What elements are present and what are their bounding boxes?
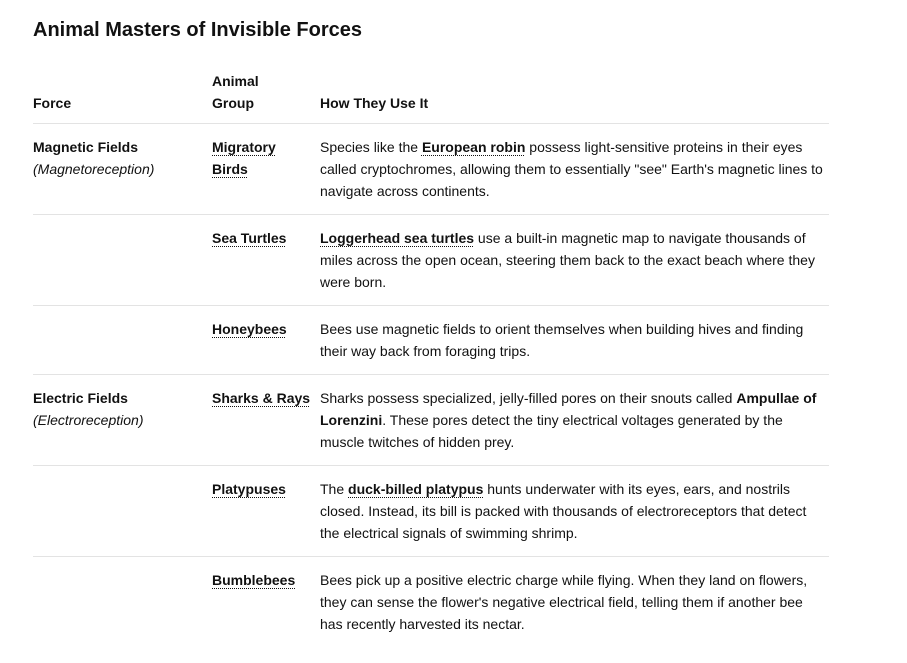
table-row	[33, 124, 829, 215]
force-cell	[33, 215, 212, 306]
animal-cell	[212, 215, 320, 306]
description-text: use a built-in magnetic map to navigate thousands of miles across the open ocean, steering them back to the exact beach where they were born.	[320, 230, 815, 290]
force-name: Magnetic Fields	[33, 139, 139, 155]
description-cell	[320, 124, 829, 215]
animal-link-honeybees[interactable]: Honeybees	[212, 321, 287, 337]
term-link-duck-billed-platypus[interactable]: duck-billed platypus	[348, 481, 484, 497]
animal-cell	[212, 306, 320, 375]
force-cell	[33, 557, 212, 648]
header-animal-line1: Animal	[212, 73, 259, 89]
table-row	[33, 215, 829, 306]
animal-link-migratory-birds[interactable]: Migratory Birds	[212, 139, 276, 177]
animal-cell	[212, 124, 320, 215]
force-subtitle: (Electroreception)	[33, 412, 144, 428]
description-text: Bees pick up a positive electric charge while flying. When they land on flowers, they can sense the flower's negative electrical field, telling them if another bee has recently harvested its nectar.	[320, 572, 808, 632]
table-row	[33, 375, 829, 466]
description-text: Species like the	[320, 139, 422, 155]
description-text: possess light-sensitive proteins in their eyes called cryptochromes, allowing them to essentially "see" Earth's magnetic lines to navigate across continents.	[320, 139, 823, 199]
description-text: . These pores detect the tiny electrical voltages generated by the muscle twitches of hidden prey.	[320, 412, 783, 450]
animal-cell	[212, 375, 320, 466]
animal-link-bumblebees[interactable]: Bumblebees	[212, 572, 296, 588]
description-text: The	[320, 481, 349, 497]
force-name: Electric Fields	[33, 390, 128, 406]
header-force-label: Force	[33, 95, 72, 111]
description-text: Bees use magnetic fields to orient themselves when building hives and finding their way back from foraging trips.	[320, 321, 804, 359]
header-how	[320, 70, 829, 124]
animal-link-sharks-rays[interactable]: Sharks & Rays	[212, 390, 311, 406]
animal-link-sea-turtles[interactable]: Sea Turtles	[212, 230, 287, 246]
force-cell	[33, 124, 212, 215]
description-text: Sharks possess specialized, jelly-filled pores on their snouts called	[320, 390, 737, 406]
force-cell	[33, 375, 212, 466]
animal-cell	[212, 466, 320, 557]
term-ampullae-of-lorenzini: Ampullae of Lorenzini	[320, 390, 817, 428]
animal-link-platypuses[interactable]: Platypuses	[212, 481, 286, 497]
forces-table	[33, 70, 829, 647]
header-animal-line2: Group	[212, 95, 254, 111]
table-header	[33, 70, 829, 124]
description-cell	[320, 306, 829, 375]
description-cell	[320, 215, 829, 306]
header-row	[33, 70, 829, 124]
page-title: Animal Masters of Invisible Forces	[33, 19, 362, 41]
description-cell	[320, 375, 829, 466]
header-how-label: How They Use It	[320, 95, 429, 111]
table-body	[33, 124, 829, 648]
header-force	[33, 70, 212, 124]
description-text: hunts underwater with its eyes, ears, and nostrils closed. Instead, its bill is packed with thousands of electroreceptors that detect the electrical signals of swimming shrimp.	[320, 481, 807, 541]
description-cell	[320, 557, 829, 648]
force-cell	[33, 306, 212, 375]
term-link-european-robin[interactable]: European robin	[421, 139, 526, 155]
table-row	[33, 557, 829, 648]
animal-cell	[212, 557, 320, 648]
force-cell	[33, 466, 212, 557]
header-animal-group	[212, 70, 320, 124]
table-row	[33, 306, 829, 375]
table-row	[33, 466, 829, 557]
description-cell	[320, 466, 829, 557]
force-subtitle: (Magnetoreception)	[33, 161, 155, 177]
term-link-loggerhead-sea-turtles[interactable]: Loggerhead sea turtles	[320, 230, 475, 246]
